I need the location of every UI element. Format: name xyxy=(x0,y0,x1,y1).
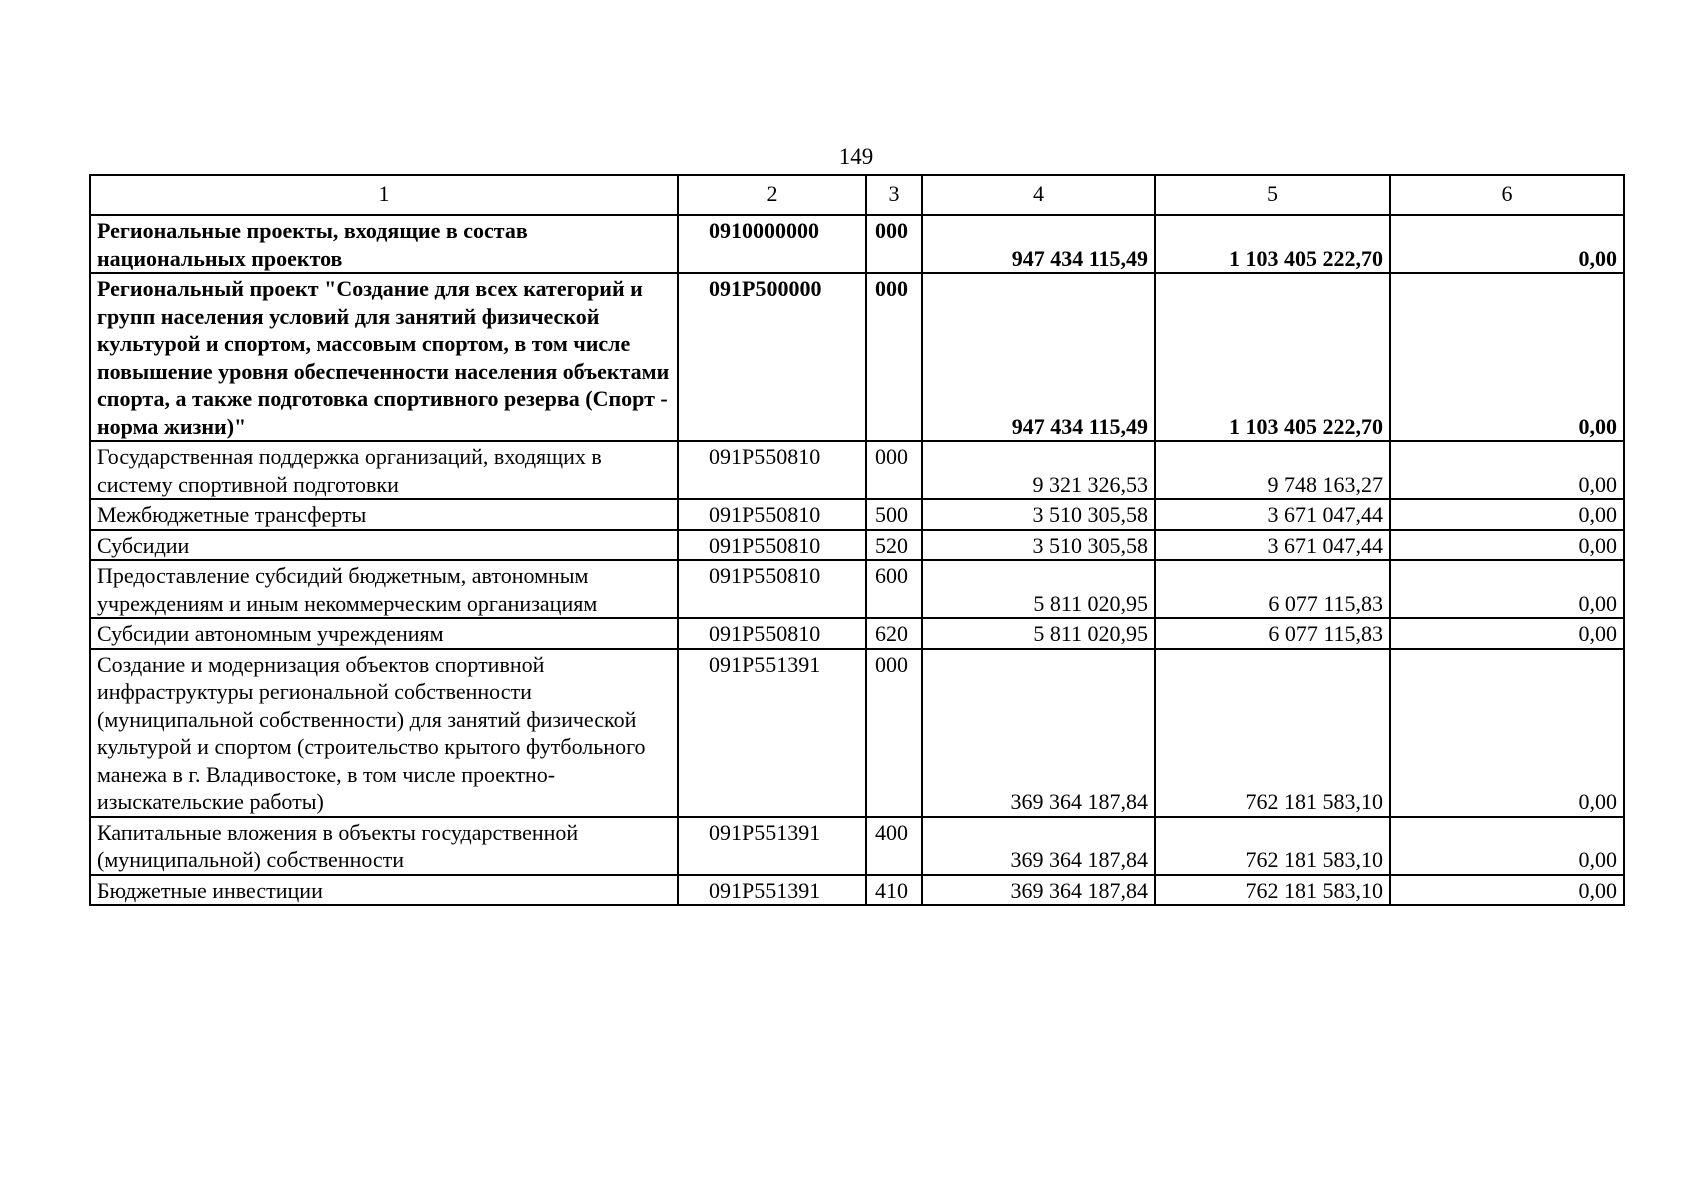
row-code-cell: 091P551391 xyxy=(678,875,866,906)
row-name-cell: Региональные проекты, входящие в состав национальных проектов xyxy=(90,215,678,273)
row-code-cell: 0910000000 xyxy=(678,215,866,273)
row-value-4-cell: 369 364 187,84 xyxy=(922,817,1155,875)
row-code-cell: 091P551391 xyxy=(678,817,866,875)
row-code-cell: 091P551391 xyxy=(678,649,866,817)
table-header-row xyxy=(90,175,1624,215)
row-value-5-cell: 762 181 583,10 xyxy=(1155,649,1390,817)
header-cell: 2 xyxy=(678,175,866,215)
row-vr-cell: 000 xyxy=(866,273,922,441)
row-value-4-cell: 5 811 020,95 xyxy=(922,560,1155,618)
row-code-cell: 091P550810 xyxy=(678,499,866,530)
row-name-cell: Предоставление субсидий бюджетным, автономным учреждениям и иным некоммерческим организациям xyxy=(90,560,678,618)
header-cell: 1 xyxy=(90,175,678,215)
row-value-5-cell: 9 748 163,27 xyxy=(1155,441,1390,499)
row-value-5-cell: 3 671 047,44 xyxy=(1155,499,1390,530)
row-name-cell: Создание и модернизация объектов спортивной инфраструктуры региональной собственности (муниципальной собственности) для занятий физической культурой и спортом (строительство крытого футбольного манежа в г. Владивостоке, в том числе проектно-изыскательские работы) xyxy=(90,649,678,817)
row-value-6-cell: 0,00 xyxy=(1390,441,1624,499)
table-row xyxy=(90,441,1624,499)
row-code-cell: 091P550810 xyxy=(678,560,866,618)
row-value-4-cell: 369 364 187,84 xyxy=(922,649,1155,817)
row-value-5-cell: 762 181 583,10 xyxy=(1155,875,1390,906)
row-code-cell: 091P500000 xyxy=(678,273,866,441)
row-code-cell: 091P550810 xyxy=(678,441,866,499)
row-value-4-cell: 9 321 326,53 xyxy=(922,441,1155,499)
header-cell: 3 xyxy=(866,175,922,215)
row-value-6-cell: 0,00 xyxy=(1390,215,1624,273)
row-value-6-cell: 0,00 xyxy=(1390,273,1624,441)
row-value-4-cell: 369 364 187,84 xyxy=(922,875,1155,906)
row-value-4-cell: 3 510 305,58 xyxy=(922,499,1155,530)
row-vr-cell: 400 xyxy=(866,817,922,875)
row-name-cell: Капитальные вложения в объекты государственной (муниципальной) собственности xyxy=(90,817,678,875)
row-vr-cell: 000 xyxy=(866,649,922,817)
table-row xyxy=(90,560,1624,618)
row-vr-cell: 000 xyxy=(866,441,922,499)
row-vr-cell: 410 xyxy=(866,875,922,906)
row-value-5-cell: 6 077 115,83 xyxy=(1155,618,1390,649)
table-row xyxy=(90,649,1624,817)
row-vr-cell: 600 xyxy=(866,560,922,618)
table-row xyxy=(90,817,1624,875)
row-value-5-cell: 762 181 583,10 xyxy=(1155,817,1390,875)
row-value-6-cell: 0,00 xyxy=(1390,875,1624,906)
table-row xyxy=(90,875,1624,906)
row-value-5-cell: 6 077 115,83 xyxy=(1155,560,1390,618)
header-cell: 4 xyxy=(922,175,1155,215)
row-vr-cell: 500 xyxy=(866,499,922,530)
row-name-cell: Региональный проект "Создание для всех категорий и групп населения условий для занятий физической культурой и спортом, массовым спортом, в том числе повышение уровня обеспеченности населения объектами спорта, а также подготовка спортивного резерва (Спорт - норма жизни)" xyxy=(90,273,678,441)
row-value-6-cell: 0,00 xyxy=(1390,560,1624,618)
row-value-4-cell: 3 510 305,58 xyxy=(922,530,1155,561)
row-value-5-cell: 3 671 047,44 xyxy=(1155,530,1390,561)
row-vr-cell: 620 xyxy=(866,618,922,649)
row-code-cell: 091P550810 xyxy=(678,530,866,561)
row-value-4-cell: 5 811 020,95 xyxy=(922,618,1155,649)
row-name-cell: Межбюджетные трансферты xyxy=(90,499,678,530)
row-value-5-cell: 1 103 405 222,70 xyxy=(1155,215,1390,273)
row-value-6-cell: 0,00 xyxy=(1390,618,1624,649)
row-name-cell: Субсидии xyxy=(90,530,678,561)
row-value-5-cell: 1 103 405 222,70 xyxy=(1155,273,1390,441)
budget-table xyxy=(89,174,1625,906)
page-number: 149 xyxy=(838,144,874,169)
row-value-4-cell: 947 434 115,49 xyxy=(922,215,1155,273)
table-row xyxy=(90,273,1624,441)
row-code-cell: 091P550810 xyxy=(678,618,866,649)
row-value-6-cell: 0,00 xyxy=(1390,649,1624,817)
row-name-cell: Бюджетные инвестиции xyxy=(90,875,678,906)
table-row xyxy=(90,618,1624,649)
row-value-6-cell: 0,00 xyxy=(1390,530,1624,561)
table-row xyxy=(90,215,1624,273)
row-vr-cell: 520 xyxy=(866,530,922,561)
row-value-6-cell: 0,00 xyxy=(1390,817,1624,875)
row-value-6-cell: 0,00 xyxy=(1390,499,1624,530)
table-row xyxy=(90,530,1624,561)
row-name-cell: Государственная поддержка организаций, входящих в систему спортивной подготовки xyxy=(90,441,678,499)
row-name-cell: Субсидии автономным учреждениям xyxy=(90,618,678,649)
table-body xyxy=(90,175,1624,905)
row-vr-cell: 000 xyxy=(866,215,922,273)
header-cell: 5 xyxy=(1155,175,1390,215)
header-cell: 6 xyxy=(1390,175,1624,215)
table-row xyxy=(90,499,1624,530)
row-value-4-cell: 947 434 115,49 xyxy=(922,273,1155,441)
